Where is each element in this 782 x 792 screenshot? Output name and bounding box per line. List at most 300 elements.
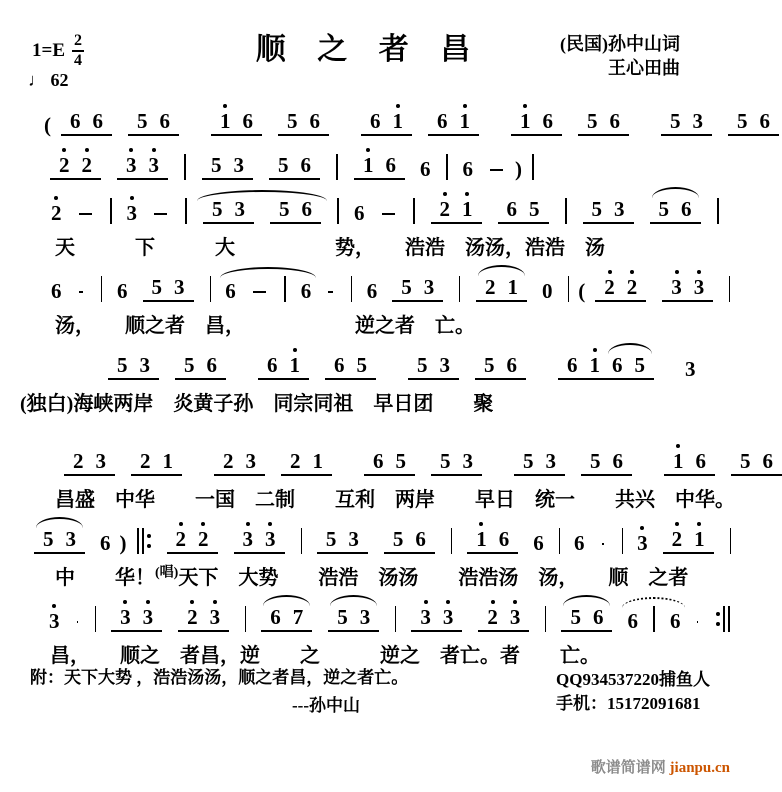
- beam-group: [478, 607, 529, 632]
- note-number: 2: [81, 153, 92, 177]
- note: [609, 111, 622, 132]
- note-number: 1: [520, 109, 531, 133]
- lyrics-line: [0, 306, 738, 340]
- note-number: 5: [211, 153, 222, 177]
- note-number: 5: [523, 449, 534, 473]
- note-number: 5: [279, 197, 290, 221]
- note: [506, 355, 519, 376]
- repeat-dot: [147, 534, 151, 538]
- note-number: 5: [484, 353, 495, 377]
- note-number: 6: [51, 279, 62, 303]
- note-number: 6: [270, 605, 281, 629]
- note: [333, 355, 346, 376]
- tempo-value: 62: [50, 70, 69, 90]
- note-number: 6: [415, 527, 426, 551]
- note-number: 1: [289, 353, 300, 377]
- note-number: 6: [300, 153, 311, 177]
- note-number: 3: [462, 449, 473, 473]
- beam-group: [281, 451, 332, 476]
- note-number: 5: [356, 353, 367, 377]
- repeat-end-sign: [716, 606, 730, 632]
- note-number: 3: [245, 449, 256, 473]
- key-signature: 1=E: [32, 39, 65, 61]
- notation-line: [0, 262, 738, 306]
- note-number: 6: [70, 109, 81, 133]
- octave-dot: [52, 604, 56, 608]
- beam-group: [354, 155, 405, 180]
- note: [414, 529, 427, 550]
- beam-group: [278, 111, 329, 136]
- barline: [137, 528, 139, 554]
- note-number: 5: [587, 109, 598, 133]
- note-number: 2: [223, 449, 234, 473]
- note: [498, 529, 511, 550]
- octave-dot: [146, 600, 150, 604]
- note-number: 3: [423, 275, 435, 299]
- note: [442, 607, 455, 628]
- beam-group: [108, 355, 159, 380]
- note-number: 2: [671, 527, 683, 551]
- note-number: 3: [348, 527, 359, 551]
- notation-line: [0, 184, 738, 228]
- note: [528, 199, 541, 220]
- beam-group: [511, 111, 562, 136]
- quote-text: 附：天下大势 ，浩浩汤汤，顺之者昌，逆之者亡。: [30, 668, 409, 687]
- composer-credit: 王心田曲: [608, 58, 680, 79]
- note: [680, 199, 693, 220]
- beam-group: [325, 355, 376, 380]
- note: [589, 355, 602, 376]
- lyric-text: 中 华！: [55, 567, 155, 589]
- beam-group: [428, 111, 479, 136]
- note-number: 5: [417, 353, 428, 377]
- note-number: 3: [242, 527, 253, 551]
- octave-dot: [54, 196, 58, 200]
- duration-dash: [697, 621, 698, 623]
- note-number: 3: [65, 527, 76, 551]
- note-number: 5: [395, 449, 406, 473]
- note-number: 3: [545, 449, 556, 473]
- barline: [351, 276, 352, 302]
- lyric-text: 天 下 大 势， 浩浩 汤汤，浩浩 汤: [55, 237, 605, 259]
- note: [419, 159, 432, 180]
- note: [739, 451, 752, 472]
- barline: [413, 198, 415, 224]
- contact-qq: QQ934537220捕鱼人: [556, 670, 710, 689]
- note: [486, 607, 499, 628]
- note: [589, 451, 602, 472]
- barline: [568, 276, 569, 302]
- site-watermark: [591, 756, 730, 777]
- note-number: 3: [139, 353, 150, 377]
- note: [336, 607, 349, 628]
- octave-dot: [201, 522, 205, 526]
- note: [385, 155, 398, 176]
- notation-line: [0, 592, 738, 636]
- note-number: 6: [309, 109, 320, 133]
- note-number: 5: [137, 109, 148, 133]
- note-number: 6: [533, 531, 544, 555]
- lyricist-credit: (民国)孙中山词: [560, 34, 680, 54]
- octave-dot: [62, 148, 66, 152]
- note-number: 5: [325, 527, 337, 551]
- note: [392, 111, 405, 132]
- note-number: 2: [626, 275, 638, 299]
- note-number: 6: [612, 449, 623, 473]
- octave-dot: [593, 348, 597, 352]
- note-number: 6: [373, 449, 384, 473]
- notation-line: [0, 436, 773, 480]
- note-number: 3: [95, 449, 106, 473]
- note-number: 2: [175, 527, 186, 551]
- beam-group: [581, 451, 632, 476]
- beam-group: [392, 277, 443, 302]
- note-number: 6: [567, 353, 578, 377]
- octave-dot: [465, 192, 469, 196]
- octave-dot: [675, 270, 679, 274]
- note-number: 6: [225, 279, 236, 303]
- note: [612, 451, 625, 472]
- note: [692, 111, 705, 132]
- barline: [565, 198, 567, 224]
- note: [684, 359, 697, 380]
- note-number: 2: [187, 605, 198, 629]
- note: [369, 111, 382, 132]
- note: [436, 111, 449, 132]
- octave-dot: [123, 600, 127, 604]
- note: [206, 355, 219, 376]
- note: [566, 355, 579, 376]
- lyric-text: (独白)海峡两岸 炎黄子孙 同宗同祖 早日团 聚: [20, 393, 494, 415]
- note-number: 3: [671, 275, 682, 299]
- note-number: 1: [312, 449, 323, 473]
- lyric-text: (唱): [155, 565, 179, 581]
- note-number: 3: [359, 605, 371, 629]
- note-number: 3: [126, 201, 137, 225]
- barline: [459, 276, 460, 302]
- note: [419, 607, 432, 628]
- note: [325, 529, 338, 550]
- beam-group: [175, 355, 226, 380]
- notation-line: [0, 96, 770, 140]
- note-number: 6: [420, 157, 431, 181]
- phrase-paren: (: [578, 279, 586, 303]
- note: [693, 529, 706, 550]
- note-number: 6: [437, 109, 448, 133]
- time-beats: 2: [74, 32, 82, 49]
- note: [142, 607, 155, 628]
- note-number: 6: [117, 279, 128, 303]
- note: [392, 529, 405, 550]
- beam-group: [117, 155, 168, 180]
- note: [264, 529, 277, 550]
- note: [139, 355, 152, 376]
- note-number: 2: [604, 275, 615, 299]
- contact-info: [556, 668, 710, 716]
- octave-dot: [85, 148, 89, 152]
- beam-group: [214, 451, 265, 476]
- barline: [532, 154, 534, 180]
- note-number: 3: [693, 275, 705, 299]
- note-number: 6: [92, 109, 103, 133]
- note: [312, 451, 325, 472]
- octave-dot: [179, 522, 183, 526]
- note-number: 6: [612, 353, 623, 377]
- note: [462, 451, 475, 472]
- note: [309, 111, 322, 132]
- note-number: 3: [142, 605, 154, 629]
- barline: [184, 154, 186, 180]
- note: [423, 277, 436, 298]
- page-title: 顺 之 者 昌: [255, 33, 483, 66]
- note-number: 5: [591, 197, 602, 221]
- note: [233, 155, 246, 176]
- note-number: 5: [570, 605, 581, 629]
- note: [522, 451, 535, 472]
- note: [224, 281, 237, 302]
- note: [416, 355, 429, 376]
- note-number: 1: [476, 527, 487, 551]
- note: [48, 611, 61, 632]
- note-number: 5: [740, 449, 751, 473]
- note: [119, 607, 132, 628]
- note-number: 3: [148, 153, 159, 177]
- note: [636, 533, 649, 554]
- octave-dot: [152, 148, 156, 152]
- note-number: 5: [634, 353, 645, 377]
- note: [42, 529, 55, 550]
- note-number: 5: [392, 527, 404, 551]
- note: [626, 277, 639, 298]
- beam-group: [317, 529, 368, 554]
- note-number: 5: [117, 353, 128, 377]
- note-number: 6: [242, 109, 253, 133]
- beam-group: [663, 529, 714, 554]
- note-number: 3: [174, 275, 185, 299]
- beam-group: [408, 355, 459, 380]
- note: [626, 611, 639, 632]
- note-number: 6: [385, 153, 396, 177]
- beam-group: [167, 529, 218, 554]
- note-number: 6: [669, 609, 681, 633]
- beam-group: [583, 199, 634, 224]
- barline: [446, 154, 448, 180]
- note: [300, 155, 313, 176]
- note-number: 6: [301, 197, 312, 221]
- note: [439, 451, 452, 472]
- barline: [101, 276, 102, 302]
- note: [462, 159, 475, 180]
- quote-signature: ---孙中山: [292, 696, 360, 715]
- note: [136, 111, 149, 132]
- barline: [653, 606, 655, 632]
- note-number: 6: [370, 109, 381, 133]
- beam-group: [661, 111, 712, 136]
- note-number: 3: [265, 527, 276, 551]
- contact-phone: 手机：15172091681: [556, 693, 701, 713]
- note: [484, 277, 497, 298]
- note: [159, 111, 172, 132]
- note: [125, 155, 138, 176]
- tied-group: [218, 276, 318, 302]
- octave-dot: [293, 348, 297, 352]
- octave-dot: [424, 600, 428, 604]
- note-number: 5: [529, 197, 540, 221]
- note-number: 1: [589, 353, 600, 377]
- note-number: 5: [184, 353, 195, 377]
- note: [95, 451, 108, 472]
- lyric-text: 汤， 顺之者 昌， 逆之者 亡。: [55, 315, 475, 337]
- note: [736, 111, 749, 132]
- beam-group: [261, 607, 312, 632]
- note: [362, 155, 375, 176]
- beam-group: [270, 199, 321, 224]
- note-number: 6: [762, 449, 773, 473]
- duration-dash: [253, 291, 266, 293]
- beam-group: [111, 607, 162, 632]
- note: [183, 355, 196, 376]
- beam-group: [143, 277, 194, 302]
- note: [506, 199, 519, 220]
- note-number: 3: [685, 357, 696, 381]
- note: [139, 451, 152, 472]
- octave-dot: [640, 526, 644, 530]
- octave-dot: [268, 522, 272, 526]
- note: [175, 529, 188, 550]
- beam-group: [411, 607, 462, 632]
- note-number: 0: [542, 279, 553, 303]
- tied-group: [620, 606, 687, 632]
- note: [269, 607, 282, 628]
- note-number: 6: [592, 605, 604, 629]
- note-number: 6: [759, 109, 770, 133]
- beam-group: [664, 451, 715, 476]
- slur-arc: [220, 267, 316, 278]
- note-number: 6: [206, 353, 217, 377]
- note: [509, 607, 522, 628]
- note: [545, 451, 558, 472]
- tempo-marking: [28, 70, 69, 91]
- note-number: 6: [506, 197, 517, 221]
- note: [541, 281, 554, 302]
- duration-dash: [79, 291, 84, 293]
- lyrics-line: [0, 384, 738, 418]
- note: [242, 111, 255, 132]
- note-number: 6: [681, 197, 692, 221]
- note: [210, 155, 223, 176]
- repeat-dot: [716, 612, 720, 616]
- note: [372, 451, 385, 472]
- note-number: 2: [198, 527, 209, 551]
- beam-group: [211, 111, 262, 136]
- note-number: 3: [439, 353, 450, 377]
- lyrics-line: [0, 480, 738, 514]
- credits: [560, 32, 680, 81]
- beam-group: [650, 199, 701, 224]
- beam-group: [595, 277, 646, 302]
- note-number: 3: [120, 605, 131, 629]
- octave-dot: [675, 522, 679, 526]
- tied-group: [195, 199, 329, 224]
- note: [245, 451, 258, 472]
- phrase-paren: ): [515, 157, 522, 181]
- octave-dot: [491, 600, 495, 604]
- lyrics-line: [0, 228, 738, 262]
- note-number: 2: [59, 153, 70, 177]
- barline: [337, 198, 339, 224]
- note: [356, 355, 369, 376]
- octave-dot: [443, 192, 447, 196]
- note-number: 3: [614, 197, 625, 221]
- beam-group: [34, 529, 85, 554]
- note: [395, 451, 408, 472]
- note: [359, 607, 372, 628]
- barline: [336, 154, 338, 180]
- octave-dot: [129, 148, 133, 152]
- note-number: 2: [51, 201, 62, 225]
- note-number: 1: [363, 153, 374, 177]
- note-number: 6: [506, 353, 517, 377]
- repeat-dot: [147, 544, 151, 548]
- note: [483, 355, 496, 376]
- note-number: 5: [43, 527, 54, 551]
- barline: [729, 276, 730, 302]
- octave-dot: [523, 104, 527, 108]
- note-number: 5: [440, 449, 451, 473]
- barline: [110, 198, 112, 224]
- watermark-site-url[interactable]: jianpu.cn: [669, 760, 730, 776]
- note: [613, 199, 626, 220]
- beam-group: [202, 155, 253, 180]
- notation-line: [0, 140, 738, 184]
- note-number: 1: [459, 109, 470, 133]
- note-number: 2: [439, 197, 450, 221]
- note: [669, 111, 682, 132]
- note: [586, 111, 599, 132]
- lyrics-line: [0, 558, 738, 592]
- note: [300, 281, 313, 302]
- beam-group: [498, 199, 549, 224]
- phrase-paren: (: [44, 113, 51, 137]
- note-number: 5: [287, 109, 298, 133]
- note-number: 5: [658, 197, 669, 221]
- note-number: 2: [485, 275, 496, 299]
- note-number: 3: [234, 197, 245, 221]
- note-number: 5: [212, 197, 223, 221]
- beam-group: [558, 355, 654, 380]
- note: [277, 155, 290, 176]
- note-number: 5: [737, 109, 748, 133]
- note: [209, 607, 222, 628]
- note: [286, 111, 299, 132]
- note-number: 3: [233, 153, 244, 177]
- note: [186, 607, 199, 628]
- barline: [728, 606, 730, 632]
- note: [669, 611, 682, 632]
- octave-dot: [697, 270, 701, 274]
- note-number: 6: [366, 279, 378, 303]
- score: [0, 96, 773, 670]
- note: [81, 155, 94, 176]
- note: [266, 355, 279, 376]
- octave-dot: [396, 104, 400, 108]
- beam-group: [258, 355, 309, 380]
- octave-dot: [479, 522, 483, 526]
- note-number: 6: [627, 609, 638, 633]
- beam-group: [384, 529, 435, 554]
- note: [439, 199, 452, 220]
- beam-group: [578, 111, 629, 136]
